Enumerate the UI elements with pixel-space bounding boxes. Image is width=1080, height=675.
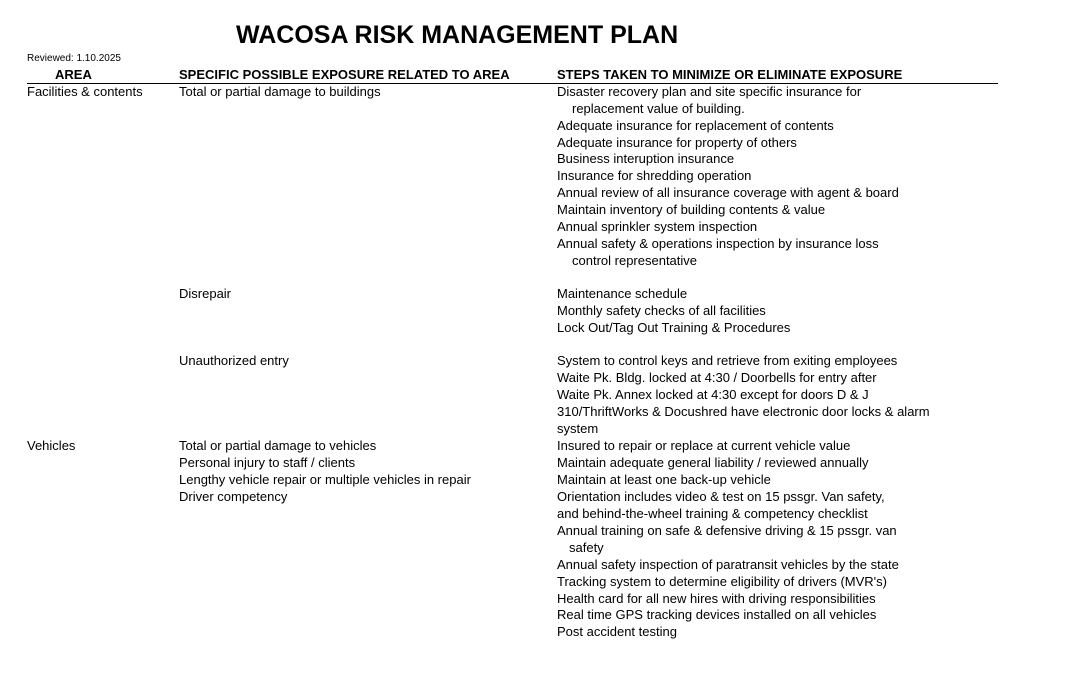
exposure-item: Lengthy vehicle repair or multiple vehicles in repair [179, 472, 471, 487]
step-item: Annual safety & operations inspection by insurance loss [557, 236, 879, 251]
step-item: and behind-the-wheel training & competency checklist [557, 506, 868, 521]
column-header-steps: STEPS TAKEN TO MINIMIZE OR ELIMINATE EXPOSURE [557, 67, 903, 82]
area-facilities: Facilities & contents [27, 84, 143, 99]
step-item: Post accident testing [557, 624, 677, 639]
exposure-building-damage: Total or partial damage to buildings [179, 84, 381, 99]
exposure-disrepair: Disrepair [179, 286, 232, 301]
step-item: Annual review of all insurance coverage with agent & board [557, 185, 899, 200]
column-header-exposure: SPECIFIC POSSIBLE EXPOSURE RELATED TO AREA [179, 67, 510, 82]
step-item: Insurance for shredding operation [557, 168, 752, 183]
step-item: Monthly safety checks of all facilities [557, 303, 766, 318]
exposure-item: Driver competency [179, 489, 288, 504]
step-item: Real time GPS tracking devices installed on all vehicles [557, 607, 877, 622]
step-item-continued: safety [569, 540, 604, 555]
step-item: Disaster recovery plan and site specific insurance for [557, 84, 862, 99]
area-vehicles: Vehicles [27, 438, 76, 453]
step-item: 310/ThriftWorks & Docushred have electronic door locks & alarm [557, 404, 930, 419]
step-item: Lock Out/Tag Out Training & Procedures [557, 320, 791, 335]
step-item: Insured to repair or replace at current vehicle value [557, 438, 851, 453]
step-item: System to control keys and retrieve from exiting employees [557, 353, 898, 368]
step-item: Annual safety inspection of paratransit vehicles by the state [557, 557, 899, 572]
reviewed-date: Reviewed: 1.10.2025 [27, 53, 121, 64]
step-item: Maintain adequate general liability / reviewed annually [557, 455, 869, 470]
step-item: system [557, 421, 599, 436]
exposure-item: Total or partial damage to vehicles [179, 438, 377, 453]
step-item: Maintenance schedule [557, 286, 688, 301]
document-title: WACOSA RISK MANAGEMENT PLAN [236, 21, 679, 49]
step-item-continued: control representative [572, 253, 698, 268]
step-item: Adequate insurance for property of others [557, 135, 797, 150]
step-item: Tracking system to determine eligibility of drivers (MVR's) [557, 574, 887, 589]
step-item: Annual training on safe & defensive driving & 15 pssgr. van [557, 523, 897, 538]
column-header-area: AREA [55, 67, 92, 82]
step-item: Annual sprinkler system inspection [557, 219, 758, 234]
step-item: Orientation includes video & test on 15 pssgr. Van safety, [557, 489, 885, 504]
step-item: Health card for all new hires with driving responsibilities [557, 591, 876, 606]
step-item: Business interuption insurance [557, 151, 735, 166]
step-item: Maintain at least one back-up vehicle [557, 472, 771, 487]
step-item: Maintain inventory of building contents & value [557, 202, 826, 217]
step-item: Waite Pk. Bldg. locked at 4:30 / Doorbells for entry after [557, 370, 877, 385]
exposure-unauthorized-entry: Unauthorized entry [179, 353, 289, 368]
exposure-item: Personal injury to staff / clients [179, 455, 356, 470]
step-item: Waite Pk. Annex locked at 4:30 except for doors D & J [557, 387, 869, 402]
step-item: Adequate insurance for replacement of contents [557, 118, 834, 133]
step-item-continued: replacement value of building. [572, 101, 745, 116]
